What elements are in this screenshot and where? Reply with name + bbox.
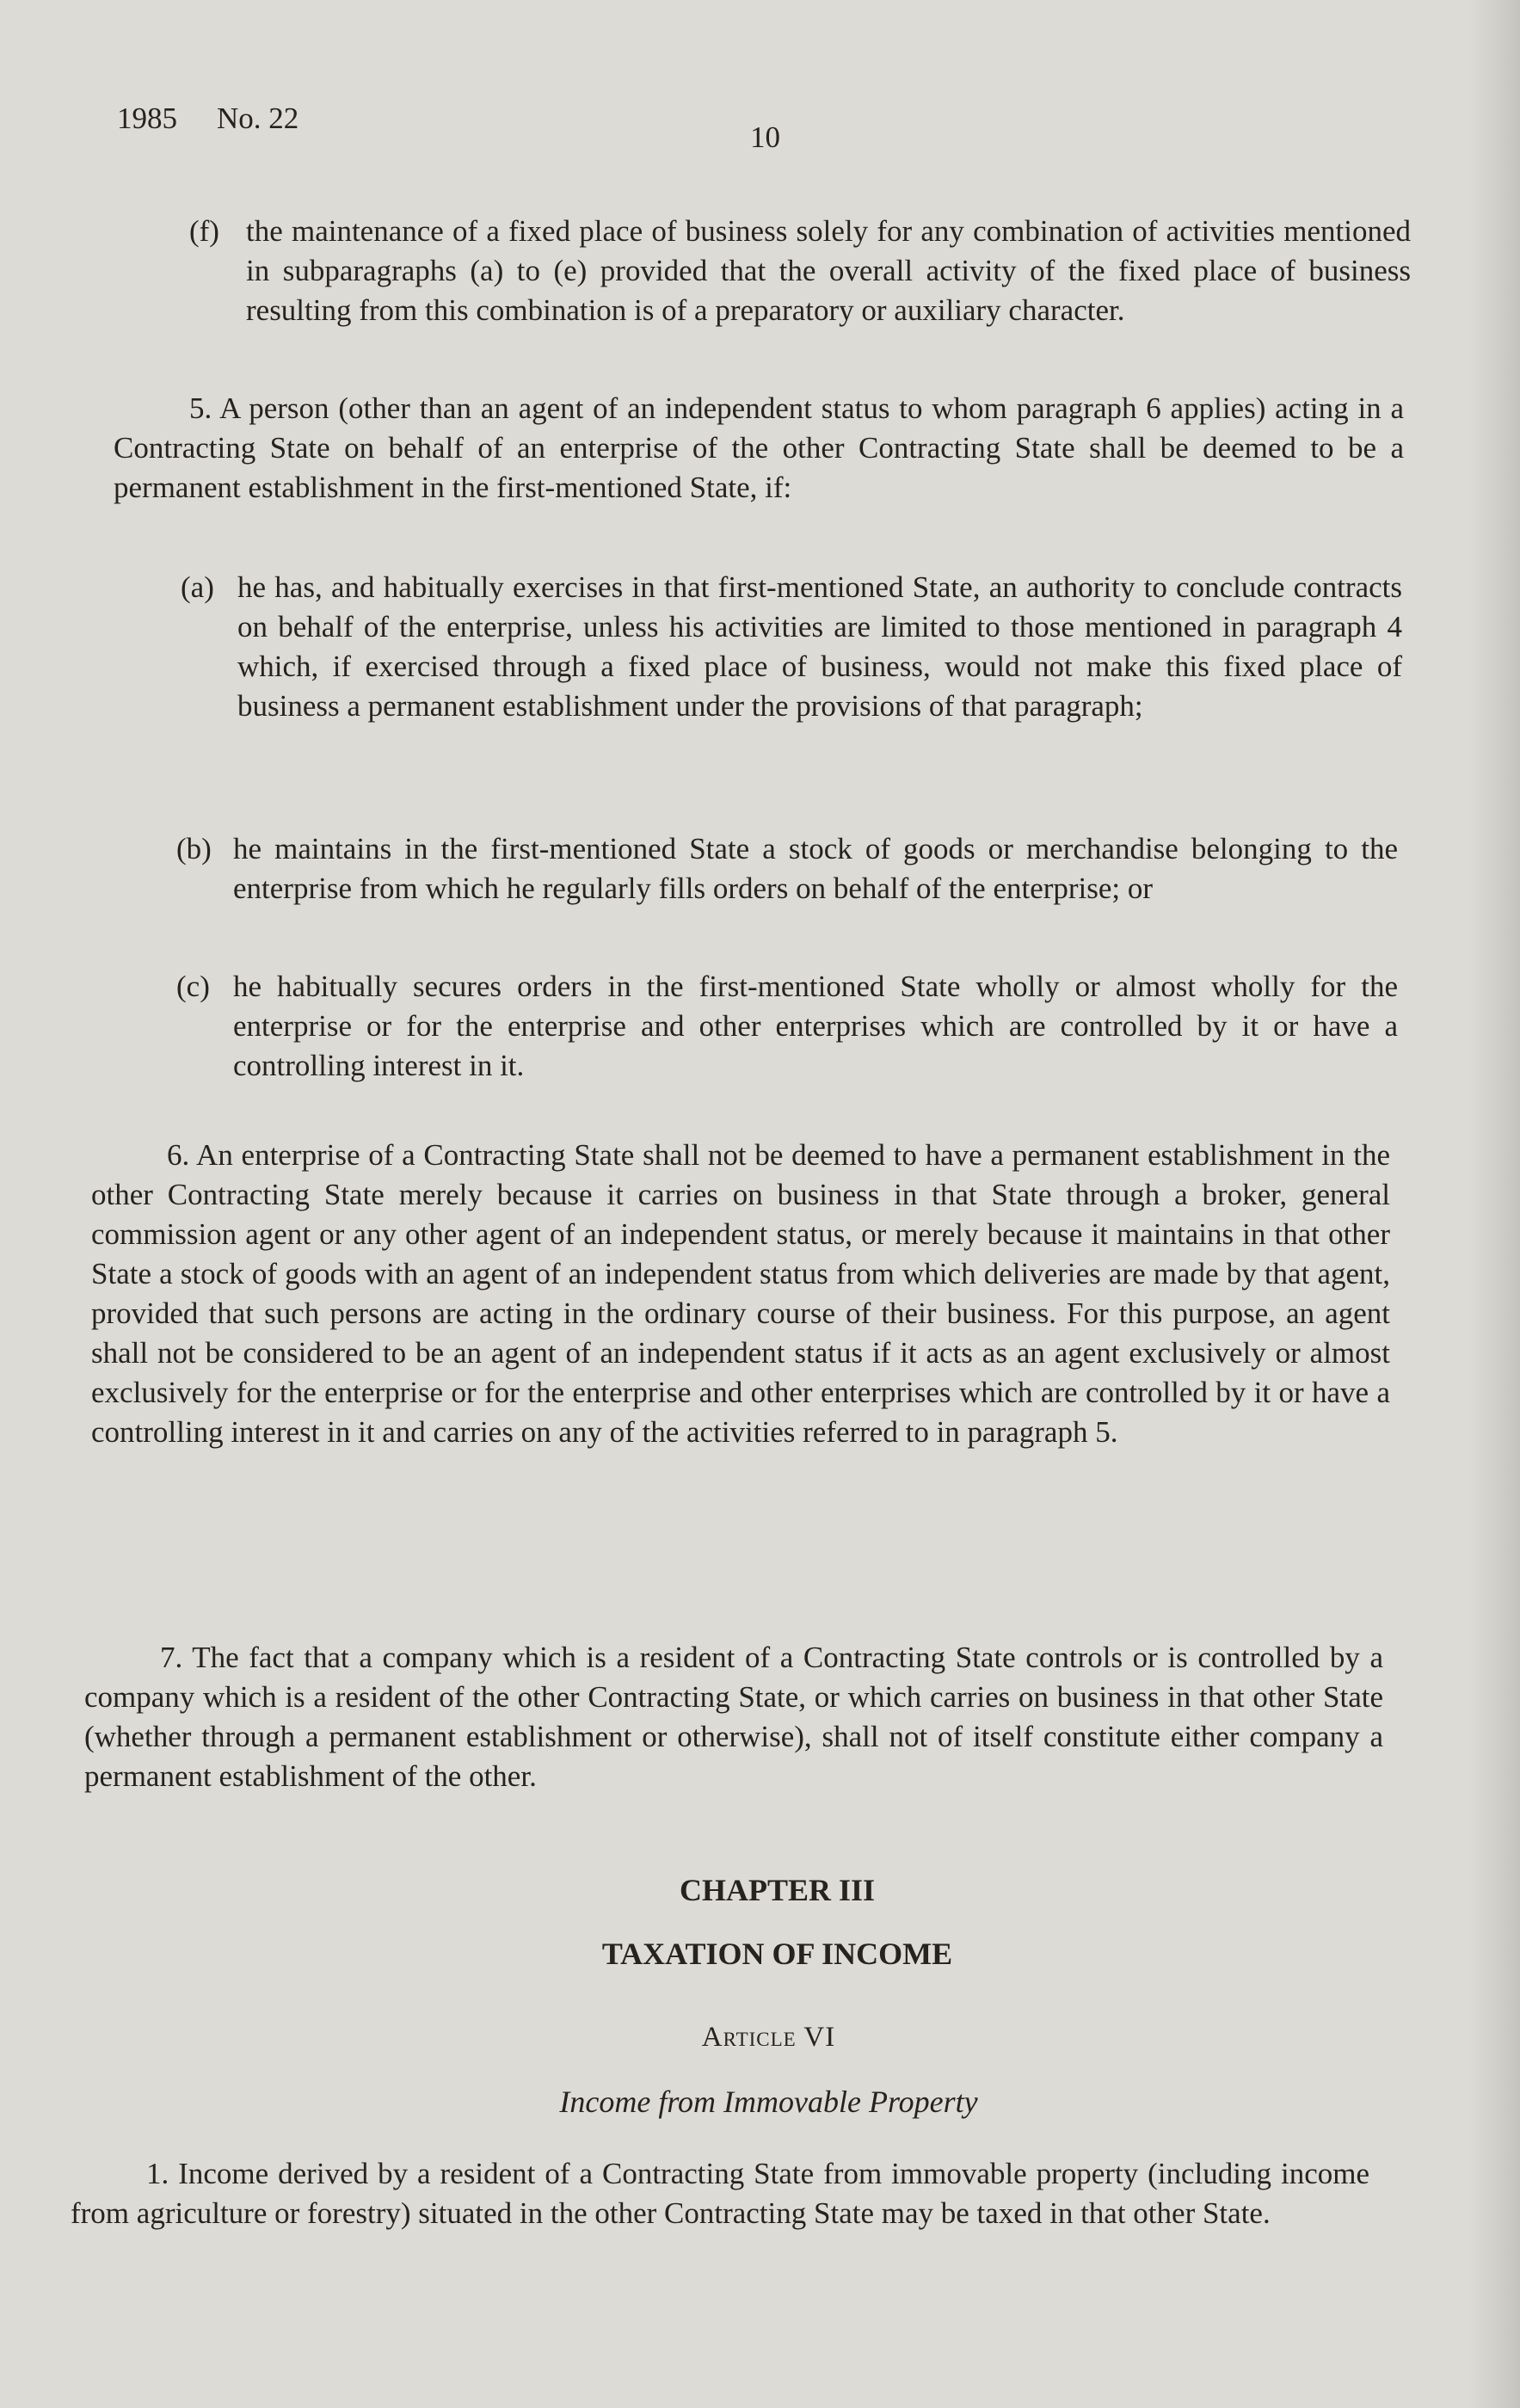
item-text: he has, and habitually exercises in that first-mentioned State, an authority to conclude contracts on behalf of the enterprise, unless his activities are limited to those mentioned in paragraph 4 which, if exercised through a fixed place of business, would not make this fixed place of business a permanent establishment under the provisions of that paragraph; — [237, 570, 1402, 723]
item-label: (a) — [181, 570, 214, 604]
paragraph-6: 6. An enterprise of a Contracting State shall not be deemed to have a permanent establishment in the other Contracting State merely because it carries on business in that State through a broker, general commission agent or any other agent of an independent status, or merely because it maintains in that other State a stock of goods with an agent of an independent status from which deliveries are made by that agent, provided that such persons are acting in the ordinary course of their business. For this purpose, an agent shall not be considered to be an agent of an independent status if it acts as an agent exclusively or almost exclusively for the enterprise or for the enterprise and other enterprises which are controlled by it or have a controlling interest in it and carries on any of the activities referred to in paragraph 5. — [91, 1138, 1390, 1449]
list-item — [181, 568, 1402, 726]
chapter-title: TAXATION OF INCOME — [601, 1937, 953, 1971]
item-label: (f) — [189, 214, 219, 248]
item-text: he habitually secures orders in the first-mentioned State wholly or almost wholly for the enterprise or for the enterprise and other enterprises which are controlled by it or have a controlling interest in it. — [233, 970, 1398, 1082]
paragraph-5a — [181, 568, 1402, 726]
list-item — [189, 212, 1411, 330]
article-number: Article VI — [701, 2022, 836, 2053]
header-year: 1985 — [117, 102, 177, 135]
header-number: No. 22 — [217, 102, 299, 135]
paragraph-5c — [176, 967, 1398, 1086]
article-title: Income from Immovable Property — [559, 2085, 978, 2119]
page-number: 10 — [750, 120, 780, 154]
item-text: he maintains in the first-mentioned State a stock of goods or merchandise belonging to the enterprise from which he regularly fills orders on behalf of the enterprise; or — [233, 832, 1398, 905]
article-paragraph-1: 1. Income derived by a resident of a Contracting State from immovable property (including income from agriculture or forestry) situated in the other Contracting State may be taxed in that other State. — [71, 2157, 1369, 2230]
paragraph-4f — [189, 212, 1411, 330]
paragraph-7: 7. The fact that a company which is a resident of a Contracting State controls or is controlled by a company which is a resident of the other Contracting State, or which carries on business in that other State (whether through a permanent establishment or otherwise), shall not of itself constitute either company a permanent establishment of the other. — [84, 1641, 1383, 1793]
item-text: the maintenance of a fixed place of business solely for any combination of activities mentioned in subparagraphs (a) to (e) provided that the overall activity of the fixed place of business resulting from this combination is of a preparatory or auxiliary character. — [246, 214, 1411, 327]
item-label: (b) — [176, 832, 212, 865]
item-label: (c) — [176, 970, 210, 1003]
paragraph-5: 5. A person (other than an agent of an independent status to whom paragraph 6 applies) acting in a Contracting State on behalf of an enterprise of the other Contracting State shall be deemed to be a permanent establishment in the first-mentioned State, if: — [114, 391, 1404, 504]
running-header — [117, 102, 298, 136]
list-item — [176, 829, 1398, 908]
list-item — [176, 967, 1398, 1086]
chapter-number: CHAPTER III — [679, 1873, 876, 1907]
paragraph-5b — [176, 829, 1398, 908]
